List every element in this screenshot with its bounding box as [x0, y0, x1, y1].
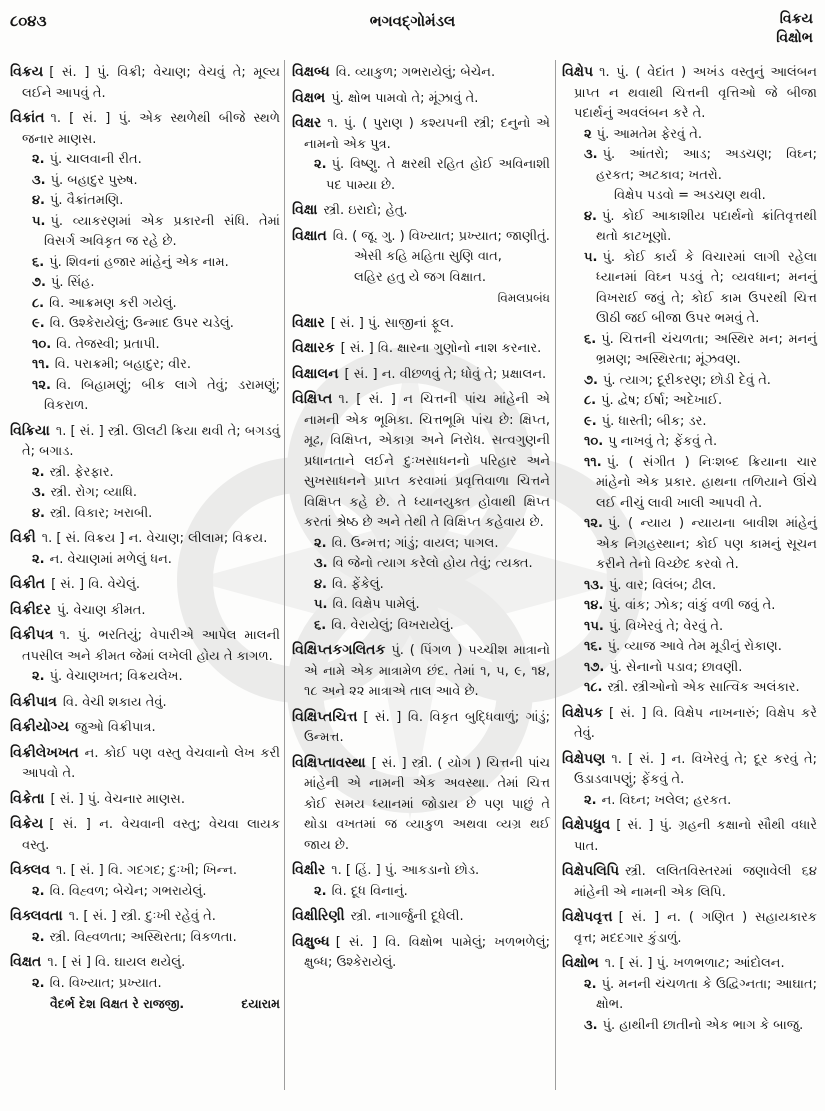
- definition: સ્ત્રી. ઇરાદો; હેતુ.: [323, 203, 408, 218]
- quote-line: લહિર હતુ યે જગ વિક્ષાત.: [354, 269, 486, 285]
- entry: [292, 389, 550, 636]
- sense: [22, 294, 280, 315]
- column-2: [292, 62, 550, 978]
- definition: [ સં. ] પું. વેચનાર માણસ.: [50, 791, 185, 807]
- sense-number: ૧૦.: [584, 434, 604, 449]
- definition: વિ. વ્યાકુળ; ગભરાયેલું; બેચેન.: [335, 65, 496, 80]
- headword: વિક્ષાત: [292, 227, 327, 244]
- headword: વિક્ષેપક: [562, 704, 604, 721]
- definition: ૧. [ સં. ] ન ચિત્તની પાંચ માંહેની એ નામની એક ભૂમિકા. ચિત્તભૂમિ પાંચ છે: ક્ષિપ્ત, મૂઢ, વિક્ષિપ્ત, એકાગ્ર અને નિરોધ. સત્વગુણની પ્રધાનતાને લઈને દુઃખસાધનનો પરિહાર અને સુખસાધનને પ્રાપ્ત કરવામાં પ્રવૃત્તિવાળા ચિત્તને વિક્ષિપ્ત કહે છે. તે ધ્યાનયુક્ત હોવાથી ક્ષિપ્ત કરતાં શ્રેષ્ઠ છે અને તેથી તે વિક્ષિપ્ત કહેવાય છે.: [304, 392, 550, 530]
- sense-number: ૨.: [32, 464, 45, 480]
- sense-number: ૪.: [32, 193, 45, 208]
- definition: [ સં. ] ન. વીછળવું તે; ધોવું તે; પ્રક્ષાલન.: [344, 366, 547, 382]
- entry: [292, 338, 550, 360]
- definition: પું. વેચાણ કીમત.: [56, 602, 146, 618]
- sense-text: વિ. પરાક્રમી; બહાદુર; વીર.: [54, 357, 191, 372]
- definition: [ સં. ] વિ. ક્ષારના ગુણોનો નાશ કરનાર.: [340, 341, 542, 356]
- sense-number: ૧૪.: [584, 598, 604, 613]
- headword: વિક્ષીર: [292, 862, 326, 878]
- quote-line: એસી કહિ મહિતા સુણિ વાત,: [354, 249, 502, 264]
- headword: વિક્ષબ્ધ: [292, 64, 330, 80]
- sense-number: ૧૫.: [584, 618, 604, 634]
- definition: ૧. [ સં. વિક્રય ] ન. વેચાણ; લીલામ; વિક્રય.: [41, 531, 268, 546]
- sense-number: ૨.: [584, 792, 597, 808]
- sense: [304, 882, 550, 903]
- entry: [10, 860, 280, 902]
- sense-text: પું. વેચાણખત; વિક્રયલેખ.: [49, 669, 183, 684]
- sense-text: પું. ચાલવાની રીત.: [49, 152, 142, 167]
- sense-text: પું. શિવનાં હજાર માંહેનું એક નામ.: [49, 254, 229, 270]
- headword: વિક્ષેપલિપિ: [562, 863, 620, 879]
- definition: ૧. [ હિં. ] પું. આકડાનો છોડ.: [331, 863, 480, 878]
- sense-number: ૩.: [584, 1017, 598, 1033]
- sense-text: ન. વેચાણમાં મળેલું ધન.: [49, 551, 172, 567]
- headword: વિક્રીદર: [10, 601, 51, 618]
- running-title: ભગવદ્ગોમંડલ: [369, 12, 456, 30]
- headword: વિક્રીલેખખત: [10, 744, 79, 761]
- entry: [292, 906, 550, 928]
- definition: [ સં. ] પું. વિક્રી; વેચાણ; વેચવું તે; મૂલ્ય લઈને આપવું તે.: [22, 65, 280, 101]
- headword: વિક્ષાર: [292, 314, 325, 331]
- sense: [22, 882, 280, 903]
- entry: [292, 860, 550, 902]
- definition: [ સં. ] પું. ગ્રહની કક્ષાનો સૌથી વધારે પાત.: [574, 818, 817, 854]
- sense: [22, 550, 280, 571]
- sense-text: પું. વૈક્રાંતમણિ.: [50, 193, 124, 208]
- headword: વિક્ષિપ્તચિત્ત: [292, 708, 358, 725]
- definition: વિ. વેચી શકાય તેવું.: [62, 694, 167, 710]
- sense-text: સ્ત્રી. વિહ્વળતા; અસ્થિરતા; વિકળતા.: [49, 929, 237, 945]
- definition: ૧. [ સં. ] ન. વિખેરવું તે; દૂર કરવું તે; ઉડાડવાપણું; ફેંકવું તે.: [574, 751, 817, 787]
- definition: ૧. [ સં. ] સ્ત્રી. દુઃખી રહેવું તે.: [68, 909, 216, 924]
- entry: [292, 313, 550, 335]
- sense: [574, 1016, 817, 1037]
- definition: સ્ત્રી. નાગાર્જુની દૂધેલી.: [350, 909, 464, 924]
- sense: [574, 975, 817, 1016]
- sense-text: પું. વિષ્ણુ. તે ક્ષરથી રહિત હોઈ અવિનાશી પદ પામ્યા છે.: [326, 157, 550, 193]
- sense-text: સ્ત્રી. ફેરફાર.: [49, 464, 114, 480]
- sense-number: ૨.: [32, 975, 45, 991]
- sense-number: ૬.: [314, 617, 327, 633]
- sense: [574, 207, 817, 248]
- sense-text: વિ. બિહામણું; બીક લાગે તેવું; ડરામણું; વિકરાળ.: [44, 377, 280, 413]
- sense-text: પું. દ્વેષ; ઈર્ષા; અદેખાઈ.: [601, 393, 723, 408]
- definition: ૧. [ સં. ] પું. એક સ્થળેથી બીજે સ્થળે જનાર માણસ.: [22, 111, 280, 147]
- headword: વિક્ષિપ્તાવસ્થા: [292, 754, 366, 771]
- definition: પું. ( પિંગળ ) પચ્ચીશ માત્રાનો એ નામે એક માત્રામેળ છંદ. તેમાં ૧, ૫, ૯, ૧૪, ૧૮ અને ૨૨ માત્રાએ તાલ આવે છે.: [304, 643, 550, 699]
- sense: [574, 248, 817, 330]
- definition: [ સં. ] ન. વેચવાની વસ્તુ; વેચવા લાયક વસ્તુ.: [22, 817, 280, 853]
- definition: ૧. [ સં. ] વિ. ગદગદ; દુઃખી; ખિન્ન.: [56, 863, 238, 878]
- entry: [562, 703, 817, 745]
- headword: વિક્રીયોગ્ય: [10, 719, 69, 735]
- sense-number: ૨.: [314, 883, 327, 899]
- entry: [10, 717, 280, 739]
- entry: [562, 907, 817, 949]
- sense-number: ૨.: [314, 535, 327, 551]
- sense-number: ૩.: [32, 485, 46, 500]
- entry: [292, 753, 550, 857]
- column-3: [562, 62, 817, 1040]
- sense-text: વિ. આક્રમણ કરી ગયેલું.: [49, 295, 177, 311]
- sense: [574, 330, 817, 371]
- sense-text: વિ. તેજસ્વી; પ્રતાપી.: [56, 336, 160, 352]
- entry: [10, 906, 280, 948]
- sense-number: ૧૨.: [32, 377, 51, 393]
- cross-reference: જુઓ વિક્રીપાત્ર.: [74, 720, 156, 735]
- sense-text: પું. ચિત્તની ચંચળતા; અસ્થિર મન; મનનું ભ્રમણ; અસ્થિરતા; મૂંઝવણ.: [596, 331, 817, 367]
- headword: વિક્ષારક: [292, 340, 335, 356]
- sense-text: ન. વિઘ્ન; ખલેલ; હરકત.: [601, 792, 732, 808]
- sense-number: ૩.: [314, 556, 328, 571]
- definition: પું. ક્ષોભ પામવો તે; મૂંઝાવું તે.: [331, 90, 479, 106]
- entry: [292, 707, 550, 749]
- sense-number: ૧૦.: [32, 336, 52, 352]
- headword: વિક્રી: [10, 530, 36, 546]
- sense-number: ૯.: [32, 316, 45, 331]
- headword: વિક્ષર: [292, 115, 322, 131]
- sense-text: પું. વ્યાકરણમાં એક પ્રકારની સંધિ. તેમાં વિસર્ગ અવિકૃત જ રહે છે.: [44, 213, 280, 249]
- sense-text: પું. ધાસ્તી; બીક; ડર.: [601, 413, 707, 429]
- sense-text: પું. કોઈ આકાશીય પદાર્થનો ક્રાંતિવૃત્તથી થતો કાટખૂણો.: [596, 208, 817, 244]
- sense-number: ૫.: [32, 213, 46, 229]
- headword: વિક્ષેપણ: [562, 750, 606, 767]
- headword: વિક્રેતા: [10, 790, 45, 807]
- entry: [292, 113, 550, 196]
- sense: [574, 432, 817, 453]
- definition: ૧. પું. ભરતિયું; વેપારીએ આપેલ માલની તપસીલ અને કીમત જેમાં લખેલી હોય તે કાગળ.: [22, 628, 280, 664]
- sense-text: પું. હાથીની છાતીનો એક ભાગ કે બાજુ.: [602, 1017, 804, 1033]
- sense: [304, 534, 550, 555]
- sense-text: સ્ત્રી. વિકાર; ખરાબી.: [50, 505, 153, 521]
- sense-text: વિ. વિખ્યાત; પ્રખ્યાત.: [49, 975, 162, 991]
- column-divider: [284, 60, 285, 1090]
- sense-number: ૧૭.: [584, 659, 605, 675]
- sense: [574, 678, 817, 699]
- sense: [22, 928, 280, 949]
- sense-number: ૨.: [32, 929, 45, 945]
- headword: વિક્ષત: [10, 954, 42, 970]
- sense-number: ૨.: [32, 669, 45, 684]
- entry: [10, 600, 280, 622]
- headword: વિક્ષા: [292, 202, 318, 218]
- entry: [292, 88, 550, 110]
- sense: [22, 150, 280, 171]
- sense-text: સ્ત્રી. રોગ; વ્યાધિ.: [50, 485, 138, 500]
- definition: વિ. ( જૂ. ગુ. ) વિખ્યાત; પ્રખ્યાત; જાણીતું.: [332, 228, 550, 244]
- sense-text: વિ. વિક્ષેપ પામેલું.: [332, 597, 420, 612]
- headword: વિક્ષોભ: [562, 955, 599, 971]
- sense-number: ૨: [584, 126, 592, 142]
- sense: [22, 171, 280, 192]
- guide-word-last: વિક્ષોભ: [776, 30, 813, 46]
- entry: [562, 861, 817, 903]
- sense-text: પું. વિખેરવું તે; વેરવું તે.: [608, 618, 724, 634]
- sense: [304, 575, 550, 596]
- definition: [ સં. ] પું. સાજીનાં ફૂલ.: [330, 315, 455, 331]
- sense-text: સ્ત્રી. સ્ત્રીઓનો એક સાત્વિક અલંકાર.: [607, 680, 800, 695]
- definition: ૧. [ સં ] વિ. ઘાયલ થયેલું.: [47, 955, 186, 970]
- sense-number: ૧૮.: [584, 680, 603, 695]
- sense: [22, 504, 280, 525]
- sense-text: વિ. ઉશ્કેરાયેલું; ઉન્માદ ઉપર ચડેલું.: [49, 316, 234, 331]
- sense-number: ૨.: [32, 551, 45, 567]
- sense: [304, 595, 550, 616]
- sense: [22, 212, 280, 253]
- headword: વિક્રય: [10, 64, 44, 80]
- sense-text: પું. મનની ચંચળતા કે ઉદ્વિગ્નતા; આઘાત; ક્ષોભ.: [596, 976, 817, 1012]
- headword: વિક્રીત: [10, 576, 46, 592]
- sense-number: ૧૨.: [584, 516, 603, 531]
- sense-number: ૨.: [32, 152, 45, 167]
- sense: [22, 314, 280, 335]
- entry: [562, 62, 817, 699]
- headword: વિક્ષીરિણી: [292, 908, 345, 924]
- page-number: ૮૦૪૩: [10, 12, 47, 30]
- sense-text: પું. વાંક; ઝોક; વાંકું વળી જવું તે.: [608, 598, 776, 613]
- idiom-line: [574, 186, 817, 207]
- sense: [22, 667, 280, 688]
- sense-text: પું. સિંહ.: [50, 275, 95, 290]
- entry: [10, 625, 280, 688]
- sense: [304, 155, 550, 196]
- entry: [10, 108, 280, 417]
- sense-text: વિ. ફેંકેલું.: [332, 576, 384, 592]
- guide-words: [776, 10, 813, 48]
- sense: [574, 658, 817, 679]
- headword: વિક્ષિપ્તકગલિતક: [292, 642, 386, 658]
- sense-number: ૫.: [314, 597, 328, 612]
- sense-text: વિ જેનો ત્યાગ કરેલો હોય તેવું; ત્યક્ત.: [332, 556, 533, 571]
- headword: વિક્રીપત્ર: [10, 627, 54, 643]
- sense: [22, 376, 280, 417]
- headword: વિક્ષેપવૃત્ત: [562, 909, 613, 925]
- sense: [574, 145, 817, 186]
- sense-text: વિ. દૂધ વિનાનું.: [331, 883, 408, 899]
- sense-number: ૧૬.: [584, 639, 603, 654]
- sense: [22, 191, 280, 212]
- definition: ૧. [ સં. ] સ્ત્રી. ઊલટી ક્રિયા થવી તે; બગડવું તે; બગાડ.: [22, 423, 280, 459]
- sense-number: ૨.: [314, 157, 327, 172]
- sense-text: પું. કોઈ કાર્ય કે વિચારમાં લાગી રહેલા ધ્યાનમાં વિઘ્ન પડવું તે; વ્યવધાન; મનનું વિખરાઈ જવું તે; કોઈ કામ ઉપરથી ચિત્ત ઊઠી જઈ બીજા ઉપર ભમવું તે.: [596, 249, 817, 326]
- sense-text: પું. વ્યાજ આવે તેમ મૂડીનું રોકાણ.: [607, 639, 782, 654]
- sense: [22, 463, 280, 484]
- headword: વિક્ષભ: [292, 89, 326, 106]
- definition: ૧. પું. ( પુરાણ ) કશ્યપની સ્ત્રી; દનુનો એ નામનો એક પુત્ર.: [304, 116, 550, 152]
- quote-line: વૈદર્ભ દેશ વિક્ષત રે રાજજી.: [50, 996, 185, 1011]
- quote-author: દયારામ: [241, 996, 280, 1011]
- sense-number: ૩.: [32, 172, 46, 188]
- sense: [574, 453, 817, 515]
- entry: [10, 743, 280, 785]
- sense-text: પું. બહાદુર પુરુષ.: [50, 172, 138, 188]
- entry: [10, 952, 280, 1015]
- guide-word-first: વિક્રય: [779, 11, 813, 27]
- sense-text: પું. ( સંગીત ) નિઃશબ્દ ક્રિયાના ચાર માંહેનો એક પ્રકાર. હાથના તળિયાને ઊંચે લઈ નીચું લાવી ખાલી આપવી તે.: [596, 454, 817, 511]
- sense-text: પું. સેનાનો પડાવ; છાવણી.: [609, 659, 743, 675]
- sense-text: વિ. વિહ્વળ; બેચેન; ગભરાયેલું.: [49, 883, 207, 899]
- sense-number: ૭.: [32, 275, 46, 290]
- sense-number: ૮.: [32, 295, 45, 311]
- sense-text: પું. ( ન્યાય ) ન્યાયના બાવીશ માંહેનું એક નિગ્રહસ્થાન; કોઈ પણ કામનું સૂચન કરીને તેનો વિચ્છેદ કરવો તે.: [596, 516, 817, 572]
- sense: [574, 514, 817, 576]
- headword: વિક્રાંત: [10, 110, 45, 126]
- definition: ૧. [ સં. ] પું. ખળભળાટ; આંદોલન.: [604, 956, 785, 971]
- sense-text: પુ નાખવું તે; ફેંકવું તે.: [608, 434, 718, 449]
- definition: [ સં. ] વિ. વિક્ષોભ પામેલું; ખળભળેલું; ક્ષુબ્ધ; ઉશ્કેરાયેલું.: [304, 934, 550, 970]
- sense-number: ૧૧.: [584, 454, 602, 470]
- headword: વિક્ષિપ્ત: [292, 391, 333, 407]
- entry: [292, 226, 550, 309]
- sense-text: પું. આમતેમ ફેરવું તે.: [596, 126, 702, 142]
- sense-text: પું. ત્યાગ; દૂરીકરણ; છોડી દેવું તે.: [602, 372, 771, 388]
- sense: [574, 617, 817, 638]
- sense: [574, 391, 817, 412]
- sense-number: ૮.: [584, 393, 597, 408]
- definition: [ સં. ] સ્ત્રી. ( યોગ ) ચિત્તની પાંચ માંહેની એ નામની એક અવસ્થા. તેમાં ચિત્ત કોઈ સમય ધ્યાનમાં જોડાય છે પણ પાછું તે થોડા વખતમાં જ વ્યાકુળ અથવા વ્યગ્ર થઈ જાય છે.: [304, 755, 550, 853]
- entry: [562, 815, 817, 857]
- entry: [10, 692, 280, 714]
- headword: વિક્ષેપ: [562, 64, 594, 80]
- sense: [22, 355, 280, 376]
- entry: [292, 200, 550, 222]
- sense-number: ૪.: [314, 576, 327, 592]
- sense: [22, 253, 280, 274]
- sense: [22, 974, 280, 995]
- citation-quote: [22, 994, 280, 1015]
- citation-quote: [304, 247, 550, 309]
- sense-number: ૨.: [32, 883, 45, 899]
- sense-number: ૨.: [584, 976, 597, 992]
- definition: સ્ત્રી. લલિતવિસ્તરમાં જણાવેલી ૬૪ માંહેની એ નામની એક લિપિ.: [574, 864, 817, 900]
- sense-text: પું. વાર; વિલંબ; ઢીલ.: [608, 577, 717, 593]
- definition: ૧. પું. ( વેદાંત ) અખંડ વસ્તુનું આલંબન પ્રાપ્ત ન થવાથી ચિત્તની વૃત્તિઓ જે બીજા પદાર્થનું અવલંબન કરે તે.: [574, 65, 817, 121]
- quote-author: વિમલપ્રબંધ: [497, 291, 550, 305]
- headword: વિક્રિયા: [10, 422, 50, 439]
- sense-number: ૫.: [584, 249, 598, 265]
- sense: [22, 273, 280, 294]
- sense-text: વિ. ઉન્મત્ત; ગાંડું; વાયલ; પાગલ.: [331, 535, 499, 551]
- sense-text: પું. આંતરો; આડ; અડચણ; વિઘ્ન; હરકત; અટકાવ; ખતરો.: [596, 147, 817, 183]
- headword: વિક્રેય: [10, 816, 44, 832]
- entry: [292, 640, 550, 703]
- headword: વિક્ષાલન: [292, 365, 339, 382]
- headword: વિક્રીપાત્ર: [10, 693, 57, 710]
- headword: વિક્લવતા: [10, 908, 63, 924]
- sense: [574, 371, 817, 392]
- sense-number: ૪.: [32, 505, 45, 521]
- sense-number: ૬.: [32, 254, 45, 270]
- entry: [10, 814, 280, 856]
- sense: [22, 483, 280, 504]
- sense: [574, 576, 817, 597]
- sense-number: ૯.: [584, 413, 597, 429]
- sense: [574, 412, 817, 433]
- column-divider: [555, 60, 556, 1090]
- entry: [10, 528, 280, 570]
- entry: [10, 421, 280, 525]
- sense: [304, 616, 550, 637]
- entry: [10, 574, 280, 596]
- sense-text: વિ. વેરાયેલું; વિખરાયેલું.: [331, 617, 454, 633]
- entry: [10, 789, 280, 811]
- headword: વિક્ષેપધ્રુવ: [562, 817, 611, 833]
- sense-number: ૩.: [584, 147, 598, 162]
- headword: વિક્લવ: [10, 862, 51, 878]
- sense: [304, 554, 550, 575]
- sense: [574, 637, 817, 658]
- sense: [22, 335, 280, 356]
- sense-number: ૭.: [584, 372, 598, 388]
- definition: [ સં. ] વિ. વિક્ષેપ નાખનારું; વિક્ષેપ કરે તેવું.: [574, 705, 817, 741]
- definition: [ સં. ] વિ. વિકૃત બુદ્ધિવાળું; ગાંડું; ઉન્મત્ત.: [304, 709, 550, 745]
- entry: [292, 932, 550, 974]
- sense-number: ૬.: [584, 331, 597, 347]
- definition: ન. કોઈ પણ વસ્તુ વેચવાનો લેખ કરી આપવો તે.: [22, 745, 280, 781]
- sense: [574, 791, 817, 812]
- sense: [574, 596, 817, 617]
- entry: [562, 953, 817, 1036]
- definition: [ સં. ] ન. ( ગણિત ) સહાયકારક વૃત્ત; મદદગાર કુંડાળું.: [574, 910, 817, 946]
- sense-number: ૧૩.: [584, 577, 604, 593]
- sense-number: ૧૧.: [32, 357, 50, 372]
- column-1: [10, 62, 280, 1019]
- sense: [574, 125, 817, 146]
- idiom-text: વિક્ષેપ પડવો = અડચણ થવી.: [614, 188, 766, 203]
- entry: [292, 62, 550, 84]
- entry: [562, 749, 817, 812]
- sense-number: ૪.: [584, 208, 597, 224]
- entry: [292, 364, 550, 386]
- entry: [10, 62, 280, 104]
- definition: [ સં. ] વિ. વેચેલું.: [51, 577, 141, 592]
- headword: વિક્ષુબ્ધ: [292, 933, 330, 950]
